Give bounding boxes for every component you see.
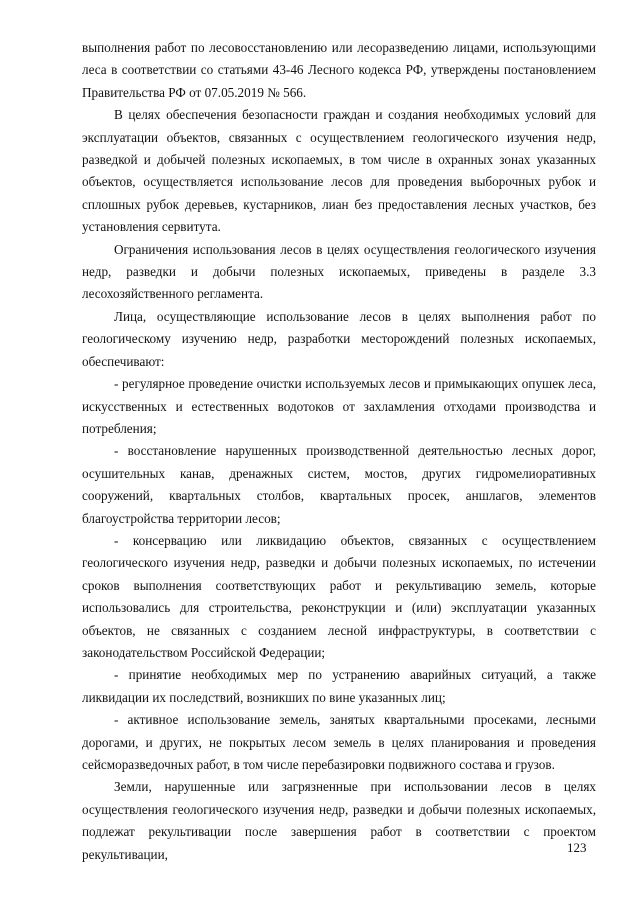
document-page: [82, 37, 596, 866]
list-item-emergency: - принятие необходимых мер по устранению аварийных ситуаций, а также ликвидации их последствий, возникших по вине указанных лиц;: [82, 667, 596, 705]
paragraph-reclamation: Земли, нарушенные или загрязненные при использовании лесов в целях осуществления геологического изучения недр, разведки и добычи полезных ископаемых, подлежат рекультивации после завершения работ в соответствии с проектом рекультивации,: [82, 779, 596, 862]
paragraph-obligations-intro: Лица, осуществляющие использование лесов в целях выполнения работ по геологическому изучению недр, разработки месторождений полезных ископаемых, обеспечивают:: [82, 308, 596, 369]
paragraph-safety-purposes: В целях обеспечения безопасности граждан и создания необходимых условий для эксплуатации объектов, связанных с осуществлением геологического изучения недр, разведкой и добычей полезных ископаемых, в том числе в охранных зонах указанных объектов, осуществляется использование лесов для проведения выборочных рубок и сплошных рубок деревьев, кустарников, лиан без предоставления лесных участков, без установления сервитута.: [82, 107, 596, 235]
list-item-cleaning: - регулярное проведение очистки используемых лесов и примыкающих опушек леса, искусственных и естественных водотоков от захламления отходами производства и потребления;: [82, 376, 596, 436]
page-number: 123: [567, 840, 587, 855]
list-item-conservation: - консервацию или ликвидацию объектов, связанных с осуществлением геологического изучения недр, разведки и добычи полезных ископаемых, по истечении сроков выполнения соответствующих работ и рекультивацию земель, которые использовались для строительства, реконструкции и (или) эксплуатации указанных объектов, не связанных с созданием лесной инфраструктуры, в соответствии с законодательством Российской Федерации;: [82, 532, 596, 660]
paragraph-continuation: выполнения работ по лесовосстановлению или лесоразведению лицами, использующими леса в соответствии со статьями 43-46 Лесного кодекса РФ, утверждены постановлением Правительства РФ от 07.05.2019 № 566.: [82, 40, 596, 100]
paragraph-restrictions: Ограничения использования лесов в целях осуществления геологического изучения недр, разведки и добычи полезных ископаемых, приведены в разделе 3.3 лесохозяйственного регламента.: [82, 241, 596, 302]
list-item-restoration: - восстановление нарушенных производственной деятельностью лесных дорог, осушительных канав, дренажных систем, мостов, других гидромелиоративных сооружений, квартальных столбов, квартальных просек, аншлагов, элементов благоустройства территории лесов;: [82, 443, 596, 526]
list-item-land-use: - активное использование земель, занятых квартальными просеками, лесными дорогами, и других, не покрытых лесом земель в целях планирования и проведения сейсморазведочных работ, в том числе перебазировки подвижного состава и грузов.: [82, 712, 596, 772]
